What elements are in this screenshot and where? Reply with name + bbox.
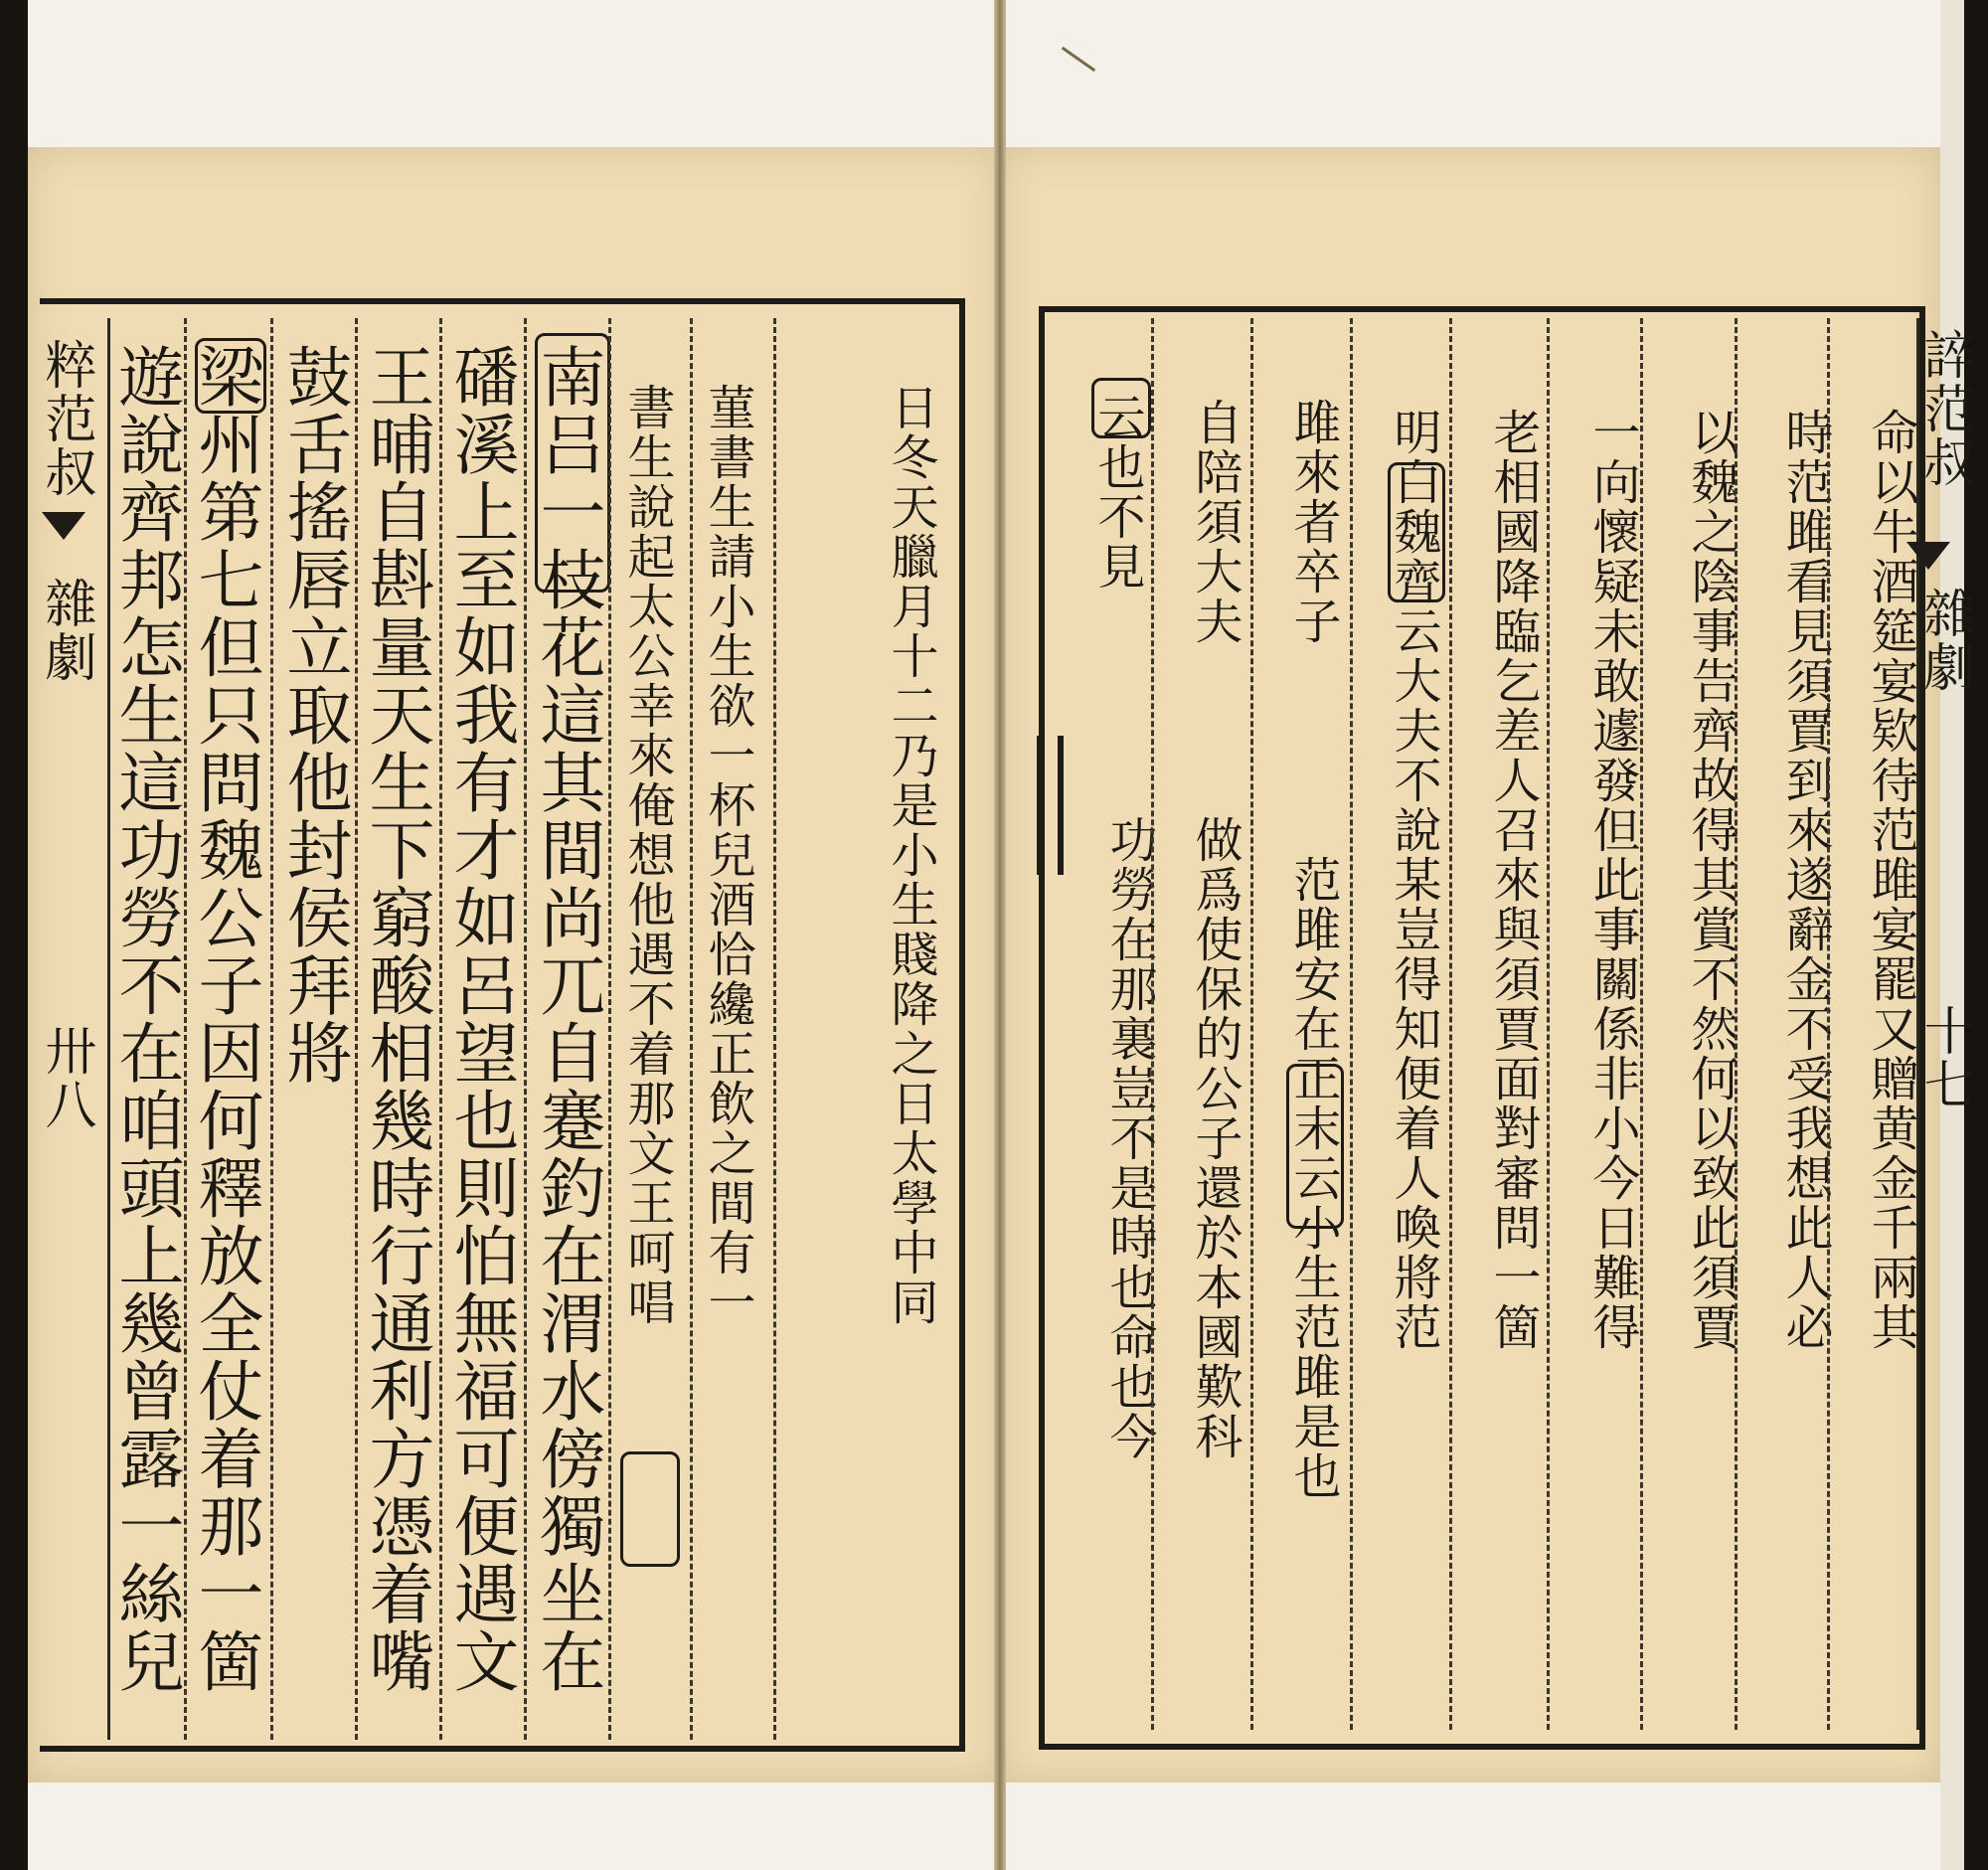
right-fishtail-mark [1906, 542, 1950, 570]
column-rule [1449, 318, 1452, 1730]
page-top-margin-right [1000, 0, 1940, 147]
text-column: 南吕一枝花這其間尚兀自蹇釣在渭水傍獨坐在 [529, 343, 605, 1695]
aria-label-bracket [1388, 462, 1445, 602]
text-column: 書生說起太公幸來俺想他遇不着那文王呵唱 [619, 383, 675, 1327]
text-column: 自陪須大夫 [1187, 398, 1242, 646]
text-column: 命以牛酒筵宴欵待范雎宴罷又贈黄金千兩其 [1863, 408, 1918, 1352]
text-column: 功勞在那裏豈不是時也命也今 [1101, 815, 1157, 1461]
page-top-margin-left [28, 0, 1002, 147]
column-rule [270, 318, 273, 1740]
text-column: 遊說齊邦怎生這功勞不在咱頭上幾曾露一絲兒 [107, 343, 184, 1695]
aria-label-bracket [1286, 1064, 1344, 1229]
text-column: 鼓舌搖唇立取他封侯拜將 [275, 343, 352, 1087]
column-rule [1827, 318, 1830, 1730]
left-margin-title: 粹范叔 [36, 338, 95, 499]
text-column: 時范雎看見須賈到來遂辭金不受我想此人必 [1777, 408, 1833, 1352]
aria-label-bracket [1091, 378, 1151, 438]
frame-break-mark [1037, 736, 1043, 875]
text-column: 梁州第七但只問魏公子因何釋放全仗着那一箇 [187, 343, 263, 1695]
column-rule [1151, 318, 1154, 1730]
text-column: 雎來者卒子 [1285, 398, 1341, 646]
text-column: 以魏之陰事告齊故得其賞不然何以致此須賈 [1683, 408, 1739, 1352]
text-column: 做爲使保的公子還於本國歎科 [1187, 815, 1242, 1461]
aria-label-bracket [535, 333, 610, 593]
right-margin-page-number: 十七 [1914, 1004, 1974, 1111]
column-rule [773, 318, 776, 1740]
column-rule [1735, 318, 1738, 1730]
left-margin-section: 雜劇 [36, 577, 95, 684]
page-bottom-margin-right [1000, 1783, 1940, 1870]
text-column: 老相國降臨乞差人召來與須賈面對審問一箇 [1485, 408, 1541, 1352]
column-rule [690, 318, 693, 1740]
page-bottom-margin-left [28, 1783, 1002, 1870]
page-edge-strip [1940, 0, 1964, 1870]
column-rule [524, 318, 527, 1740]
column-rule [608, 318, 611, 1740]
text-column: 云也不見 [1089, 393, 1145, 592]
column-rule [1640, 318, 1643, 1730]
text-column: 范雎安在正末云小生范雎是也 [1285, 855, 1341, 1501]
text-column: 王晡自斟量天生下窮酸相幾時行通利方憑着嘴 [358, 343, 434, 1695]
text-column: 一向懷疑未敢遽發但此事關係非小今日難得 [1584, 408, 1640, 1352]
aria-label-bracket [620, 1451, 680, 1567]
text-column: 明白魏齊云大夫不說某豈得知便着人喚將范 [1386, 408, 1441, 1352]
right-margin-section: 雜劇 [1914, 587, 1974, 694]
text-column: 日冬天臘月十二乃是小生賤降之日太學中同 [883, 383, 938, 1327]
book-gutter [994, 0, 1006, 1870]
right-margin-title: 誶范叔 [1914, 328, 1974, 489]
column-rule [1250, 318, 1253, 1730]
frame-break-mark [1058, 736, 1064, 875]
aria-label-bracket [195, 338, 266, 414]
left-margin-page-number: 卅八 [36, 1024, 95, 1131]
column-rule [1350, 318, 1353, 1730]
text-column: 磻溪上至如我有才如呂望也則怕無福可便遇文 [442, 343, 519, 1695]
column-rule [1547, 318, 1550, 1730]
left-fishtail-mark [42, 512, 85, 540]
text-column: 菫書生請小生欲一杯兒酒恰纔正飲之間有一 [700, 383, 755, 1327]
